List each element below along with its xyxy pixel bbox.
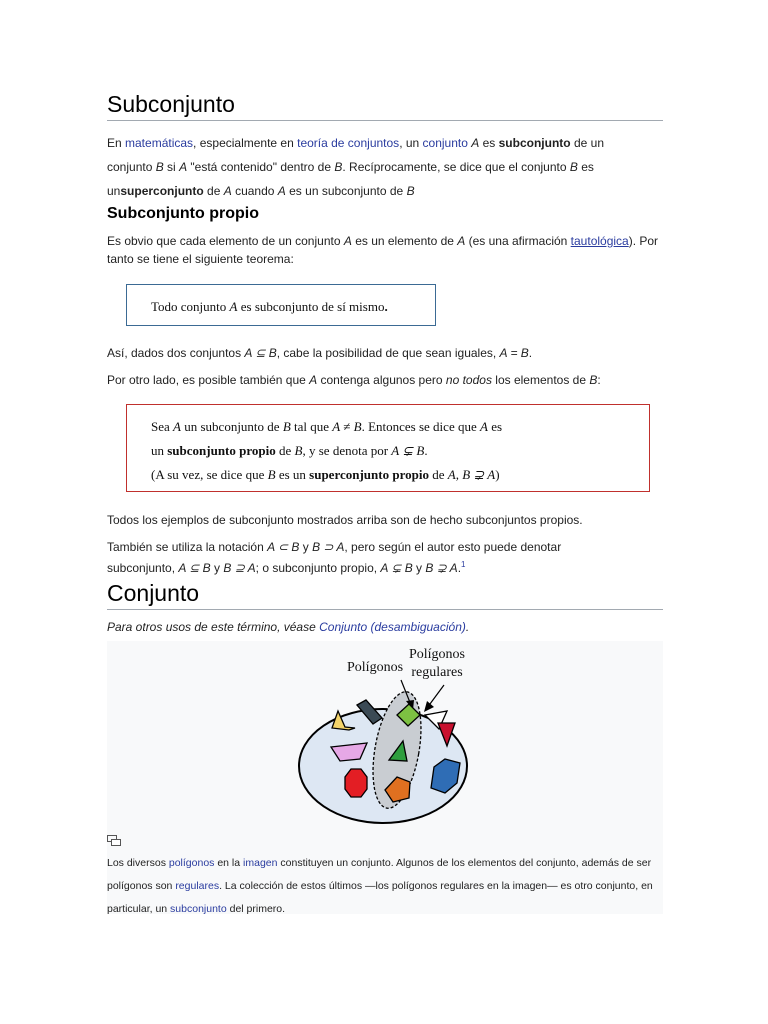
link-subconjunto[interactable]: subconjunto xyxy=(170,903,227,915)
figure-polygons xyxy=(107,641,663,914)
paragraph-notacion: También se utiliza la notación A ⊂ B y B ⊃ A, pero según el autor esto puede denotar subconjunto, A ⊆ B y B ⊇ A; o subconjunto propio, A ⊊ B y B ⊋ A.$^1$ xyxy=(107,540,562,575)
link-conjunto[interactable]: conjunto xyxy=(422,136,468,150)
heading-subconjunto: Subconjunto xyxy=(107,91,663,121)
paragraph-obvio: Es obvio que cada elemento de un conjunto A es un elemento de A (es una afirmación tautológica). Por tanto se tiene el siguiente teorema: xyxy=(107,234,659,266)
shape-red-octagon xyxy=(345,769,367,797)
paragraph-por-otro-lado: Por otro lado, es posible también que A contenga algunos pero no todos los elementos de B: xyxy=(107,373,601,387)
paragraph-asi: Así, dados dos conjuntos A ⊆ B, cabe la posibilidad de que sean iguales, A = B. xyxy=(107,346,533,360)
polygons-diagram xyxy=(297,641,477,831)
definition-box xyxy=(126,404,650,492)
expand-icon[interactable] xyxy=(107,835,121,847)
label-poligonos-regulares-1: Polígonos xyxy=(408,647,466,662)
paragraph-todos-los-ejemplos: Todos los ejemplos de subconjunto mostrados arriba son de hecho subconjuntos propios. xyxy=(107,513,583,527)
link-poligonos[interactable]: polígonos xyxy=(168,857,215,869)
link-tautologica[interactable]: tautológica xyxy=(570,234,629,248)
definition-line-1: Sea A un subconjunto de B tal que A ≠ B. Entonces se dice que A es xyxy=(151,419,503,434)
heading-subconjunto-propio: Subconjunto propio xyxy=(107,205,259,222)
link-conjunto-desambiguacion[interactable]: Conjunto (desambiguación) xyxy=(319,620,466,634)
definition-line-2: un subconjunto propio de B, y se denota por A ⊊ B. xyxy=(151,443,428,458)
paragraph-intro: En matemáticas, especialmente en teoría de conjuntos, un conjunto A es subconjunto de un conjunto B si A "está contenido" dentro de B. Recíprocamente, se dice que el conjunto B es unsuperconjunto de A cuando A es un subconjunto de B xyxy=(107,136,604,198)
reference-link-1[interactable]: 1 xyxy=(461,560,466,569)
definition-line-3: (A su vez, se dice que B es un superconjunto propio de A, B ⊋ A) xyxy=(151,467,500,482)
link-imagen[interactable]: imagen xyxy=(243,857,278,869)
label-poligonos-regulares-2: regulares xyxy=(411,665,463,680)
link-teoria-de-conjuntos[interactable]: teoría de conjuntos xyxy=(297,136,400,150)
label-poligonos: Polígonos xyxy=(347,660,404,675)
arrow-regulares-head xyxy=(424,701,434,712)
link-regulares[interactable]: regulares xyxy=(175,880,220,892)
theorem-text: Todo conjunto A es subconjunto de sí mismo. xyxy=(151,299,388,314)
figure-caption: Los diversos polígonos en la imagen constituyen un conjunto. Algunos de los elementos del conjunto, además de ser polígonos son regulares. La colección de estos últimos —los polígonos regulares en la imagen— es otro conjunto, en particular, un subconjunto del primero. xyxy=(107,857,653,915)
link-matematicas[interactable]: matemáticas xyxy=(125,136,194,150)
hatnote: Para otros usos de este término, véase Conjunto (desambiguación). xyxy=(107,620,470,634)
theorem-box xyxy=(126,284,436,326)
heading-conjunto: Conjunto xyxy=(107,580,663,610)
